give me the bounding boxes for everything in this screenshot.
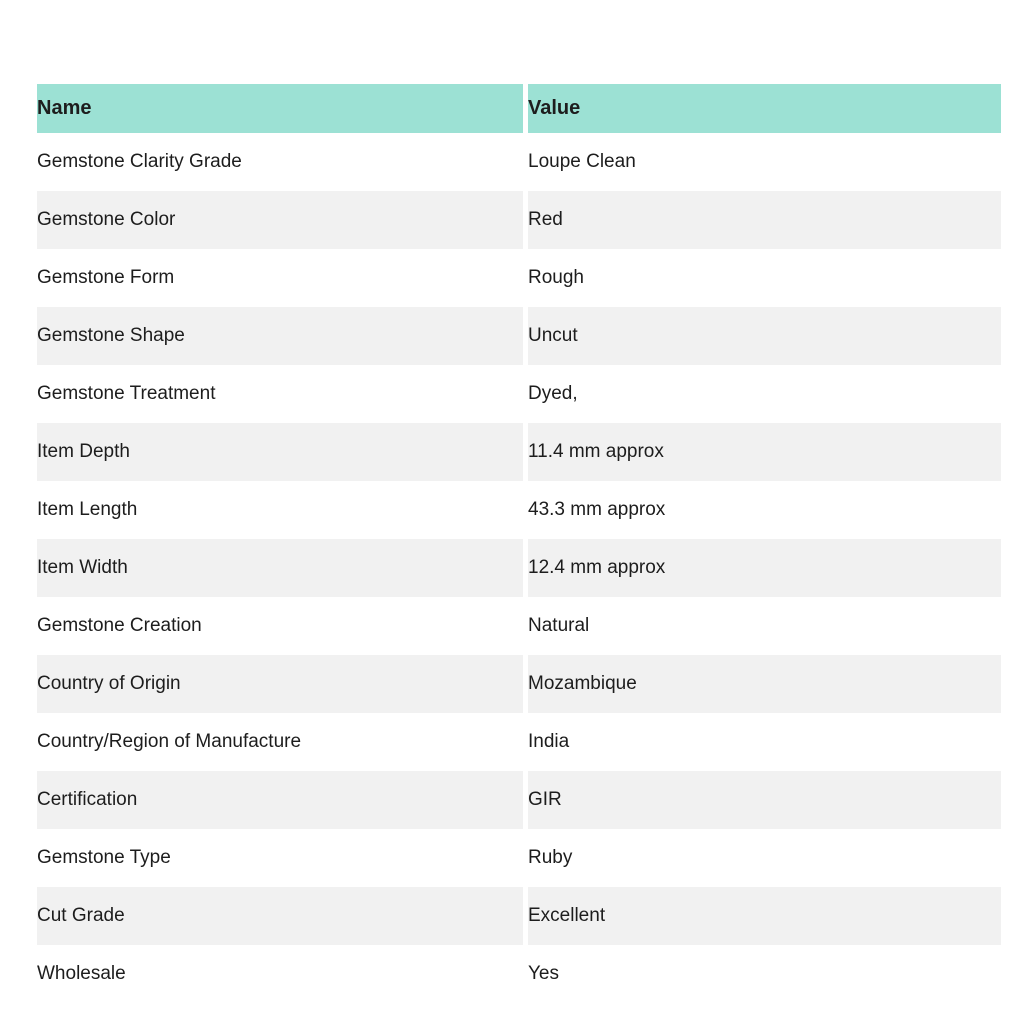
table-row xyxy=(37,887,1001,945)
specifications-table xyxy=(37,84,1001,1003)
spec-name-cell: Wholesale xyxy=(37,945,528,1003)
column-header-name: Name xyxy=(37,84,528,133)
table-row xyxy=(37,771,1001,829)
spec-name-cell: Cut Grade xyxy=(37,887,528,945)
spec-name-cell: Gemstone Creation xyxy=(37,597,528,655)
table-row xyxy=(37,597,1001,655)
spec-name-cell: Gemstone Form xyxy=(37,249,528,307)
spec-value-cell: Rough xyxy=(528,249,1001,307)
spec-name-cell: Item Width xyxy=(37,539,528,597)
table-row xyxy=(37,365,1001,423)
table-row xyxy=(37,655,1001,713)
spec-name-cell: Gemstone Color xyxy=(37,191,528,249)
table-row xyxy=(37,713,1001,771)
spec-value-cell: Natural xyxy=(528,597,1001,655)
spec-name-cell: Gemstone Clarity Grade xyxy=(37,133,528,191)
spec-value-cell: Uncut xyxy=(528,307,1001,365)
spec-name-cell: Country/Region of Manufacture xyxy=(37,713,528,771)
spec-name-cell: Item Length xyxy=(37,481,528,539)
column-header-value: Value xyxy=(528,84,1001,133)
table-header-row xyxy=(37,84,1001,133)
spec-name-cell: Certification xyxy=(37,771,528,829)
table-row xyxy=(37,307,1001,365)
table-row xyxy=(37,423,1001,481)
spec-value-cell: 43.3 mm approx xyxy=(528,481,1001,539)
spec-value-cell: GIR xyxy=(528,771,1001,829)
spec-value-cell: 11.4 mm approx xyxy=(528,423,1001,481)
table-body xyxy=(37,133,1001,1003)
spec-name-cell: Gemstone Type xyxy=(37,829,528,887)
spec-value-cell: Excellent xyxy=(528,887,1001,945)
spec-value-cell: Red xyxy=(528,191,1001,249)
spec-value-cell: India xyxy=(528,713,1001,771)
spec-name-cell: Country of Origin xyxy=(37,655,528,713)
table-row xyxy=(37,249,1001,307)
table-row xyxy=(37,829,1001,887)
table-row xyxy=(37,191,1001,249)
table-row xyxy=(37,133,1001,191)
spec-name-cell: Gemstone Shape xyxy=(37,307,528,365)
spec-value-cell: Mozambique xyxy=(528,655,1001,713)
table-row xyxy=(37,539,1001,597)
spec-value-cell: Yes xyxy=(528,945,1001,1003)
table-row xyxy=(37,945,1001,1003)
spec-value-cell: 12.4 mm approx xyxy=(528,539,1001,597)
spec-value-cell: Dyed, xyxy=(528,365,1001,423)
table-row xyxy=(37,481,1001,539)
spec-name-cell: Item Depth xyxy=(37,423,528,481)
spec-value-cell: Ruby xyxy=(528,829,1001,887)
spec-name-cell: Gemstone Treatment xyxy=(37,365,528,423)
item-specifics-panel xyxy=(37,84,1001,1003)
spec-value-cell: Loupe Clean xyxy=(528,133,1001,191)
